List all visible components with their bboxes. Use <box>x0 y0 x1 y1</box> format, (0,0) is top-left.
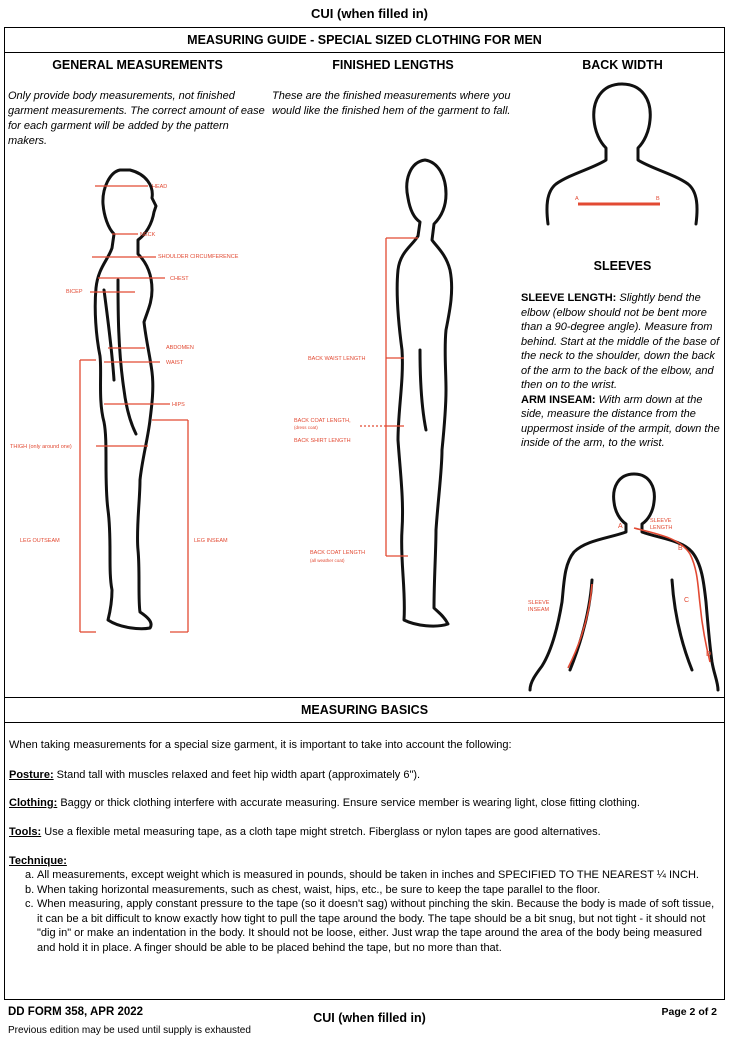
diagram-sleeve-inseam-2: INSEAM <box>528 607 550 613</box>
diagram-d: D <box>706 651 712 658</box>
sleeve-length-label: SLEEVE LENGTH: <box>521 292 617 304</box>
point-a: A <box>575 196 579 202</box>
finished-heading: FINISHED LENGTHS <box>332 58 454 72</box>
length-lines <box>360 238 418 556</box>
arm-inseam-label: ARM INSEAM: <box>521 393 596 406</box>
label-neck: NECK <box>140 232 156 238</box>
cui-header: CUI (when filled in) <box>311 6 428 21</box>
label-hips: HIPS <box>172 402 185 408</box>
posture-row <box>9 769 420 781</box>
finished-text: These are the finished measurements where you would like the finished hem of the garment to fall. <box>272 90 511 117</box>
label-shoulder: SHOULDER CIRCUMFERENCE <box>158 254 239 260</box>
technique-label: Technique: <box>9 855 67 867</box>
guide-title: MEASURING GUIDE - SPECIAL SIZED CLOTHING FOR MEN <box>4 27 725 53</box>
label-leg-outseam: LEG OUTSEAM <box>20 538 60 544</box>
label-back-shirt: BACK SHIRT LENGTH <box>294 438 351 444</box>
label-head: HEAD <box>152 184 168 190</box>
label-back-waist: BACK WAIST LENGTH <box>308 356 366 362</box>
label-back-coat-2-sub: (all weather coat) <box>310 558 345 563</box>
clothing-label: Clothing: <box>9 797 58 809</box>
diagram-b: B <box>678 545 683 552</box>
previous-edition-note: Previous edition may be used until supply is exhausted <box>8 1025 251 1036</box>
upper-body-arms-outline <box>530 474 718 690</box>
posture-text: Stand tall with muscles relaxed and feet hip width apart (approximately 6"). <box>53 769 421 781</box>
body-profile-outline <box>95 170 156 629</box>
diagram-sleeve-length-2: LENGTH <box>650 525 673 531</box>
label-chest: CHEST <box>170 276 189 282</box>
label-bicep: BICEP <box>66 289 83 295</box>
general-measurements-figure <box>0 150 270 650</box>
technique-item: c. When measuring, apply constant pressure to the tape (so it doesn't sag) without pinching the skin. Because the body is made of soft tissue, it can be a bit difficult to know exactly how tight to pull the tape around the body. The tape should be a bit snug, but not tight - it should not "dig in" or make an indentation in the body. It should not be loose, either. Just wrap the tape around the area of the body being measured and hold it in place. A finger should be able to be placed behind the tape, but no more than that. <box>25 898 715 954</box>
arm-inseam-text: With arm down at the side, measure the distance from the uppermost inside of the armpit, down the inside of the arm, to the wrist. <box>521 393 720 449</box>
diagram-sleeve-inseam-1: SLEEVE <box>528 600 550 606</box>
basics-intro: When taking measurements for a special size garment, it is important to take into account the following: <box>9 739 512 751</box>
cui-footer: CUI (when filled in) <box>313 1011 426 1025</box>
clothing-row <box>9 797 640 809</box>
label-leg-inseam: LEG INSEAM <box>194 538 228 544</box>
technique-item: a. All measurements, except weight which is measured in pounds, should be taken in inches and SPECIFIED TO THE NEAREST ¼ INCH. <box>25 869 699 881</box>
diagram-a: A <box>618 523 623 530</box>
general-text: Only provide body measurements, not finished garment measurements. The correct amount of ease for each garment will be added by the pattern makers. <box>8 90 265 147</box>
tools-row <box>9 826 601 838</box>
posture-label: Posture: <box>9 769 54 781</box>
label-back-coat-1: BACK COAT LENGTH, <box>294 418 351 424</box>
label-waist: WAIST <box>166 360 184 366</box>
basics-heading: MEASURING BASICS <box>4 697 725 723</box>
sleeves-heading: SLEEVES <box>593 259 652 273</box>
label-back-coat-1-sub: (dress coat) <box>294 425 318 430</box>
label-thigh: THIGH (only around one) <box>10 444 72 450</box>
technique-list <box>9 868 719 955</box>
diagram-sleeve-length-1: SLEEVE <box>650 518 672 524</box>
form-number: DD FORM 358, APR 2022 <box>8 1006 144 1018</box>
general-heading: GENERAL MEASUREMENTS <box>52 58 223 72</box>
page-number: Page 2 of 2 <box>661 1006 717 1018</box>
clothing-text: Baggy or thick clothing interfere with accurate measuring. Ensure service member is wearing light, close fitting clothing. <box>57 797 640 809</box>
label-back-coat-2: BACK COAT LENGTH <box>310 550 366 556</box>
tools-text: Use a flexible metal measuring tape, as a cloth tape might stretch. Fiberglass or nylon tapes are good alternatives. <box>41 826 601 838</box>
back-width-heading: BACK WIDTH <box>582 58 663 72</box>
point-b: B <box>656 196 660 202</box>
measure-lines <box>80 186 188 632</box>
sleeves-instructions <box>521 291 721 451</box>
back-width-figure <box>540 78 705 228</box>
sleeves-figure <box>522 470 722 694</box>
technique-item: b. When taking horizontal measurements, such as chest, waist, hips, etc., be sure to keep the tape parallel to the floor. <box>25 883 601 896</box>
label-abdomen: ABDOMEN <box>166 345 194 351</box>
sleeve-length-text: Slightly bend the elbow (elbow should not be bent more than a 90-degree angle). Measure from behind. Start at the middle of the base of the neck to the shoulder, down the back of the arm to the back of the elbow, and then on to the wrist. <box>521 292 720 391</box>
tools-label: Tools: <box>9 826 42 838</box>
diagram-c: C <box>684 597 690 604</box>
finished-lengths-figure <box>280 150 520 650</box>
technique-row <box>9 855 67 867</box>
